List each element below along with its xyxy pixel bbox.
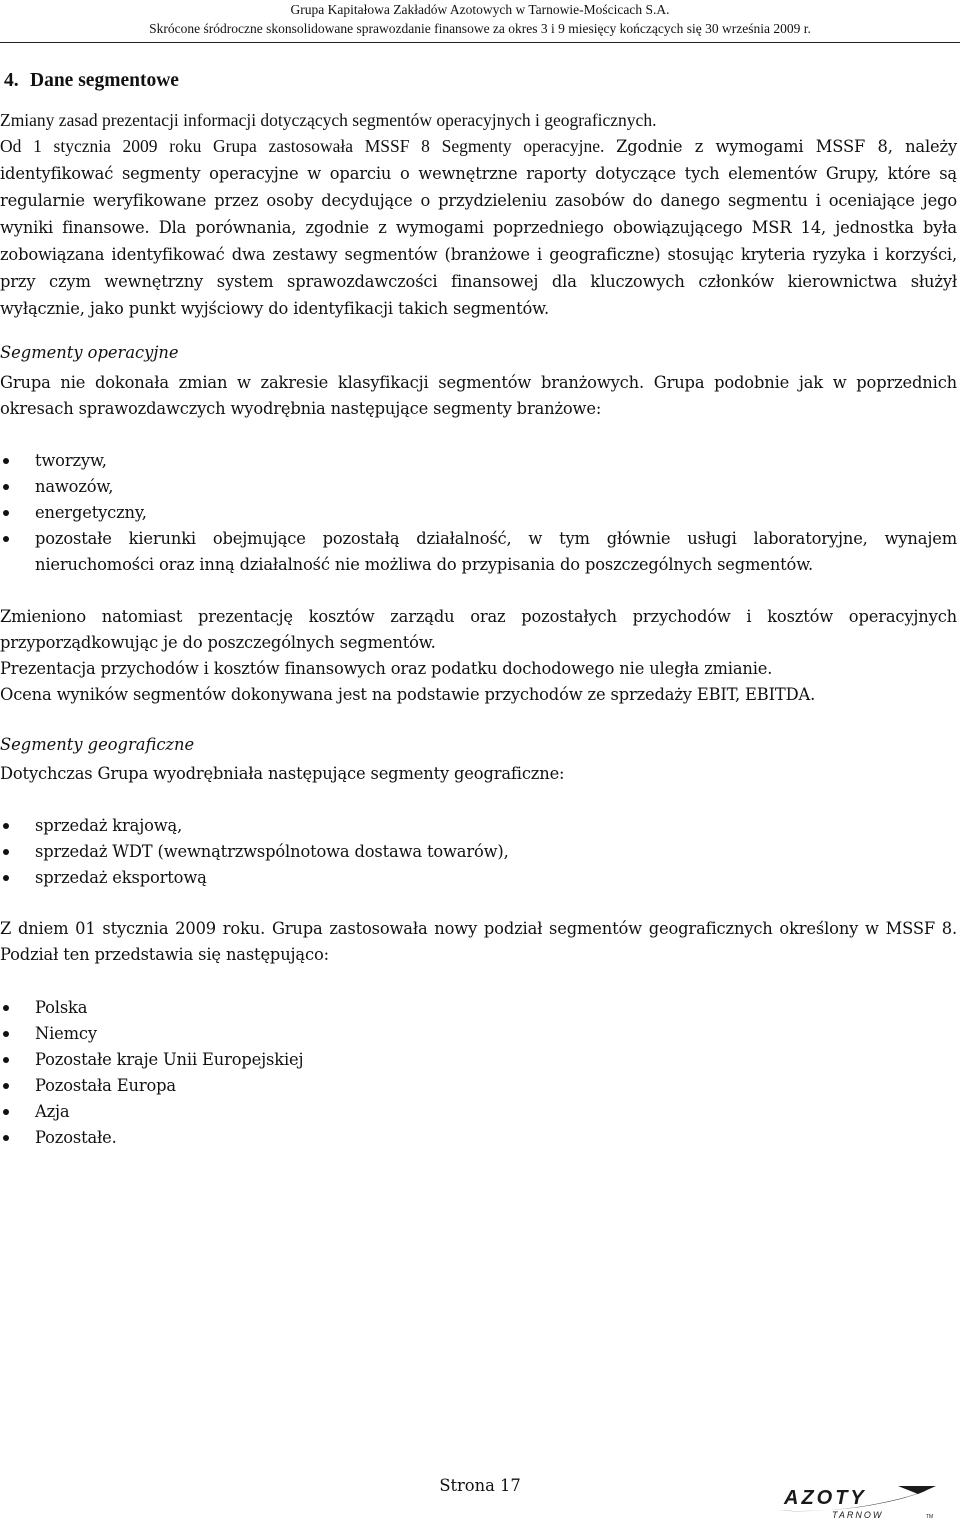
new-geographic-list bbox=[0, 995, 957, 1151]
operating-paragraph: Grupa nie dokonała zmian w zakresie klasyfikacji segmentów branżowych. Grupa podobnie jak w poprzednich okresach sprawozdawczych wyodrębnia następujące segmenty branżowe: bbox=[0, 373, 957, 418]
list-item: Azja bbox=[0, 1099, 957, 1125]
logo-sub-text: TARNOW bbox=[832, 1510, 884, 1520]
list-item: Niemcy bbox=[0, 1021, 957, 1047]
intro-line-1: Zmiany zasad prezentacji informacji dotyczących segmentów operacyjnych i geograficznych. bbox=[0, 110, 657, 130]
bullet-icon bbox=[3, 484, 9, 490]
list-item: energetyczny, bbox=[0, 500, 957, 526]
list-item: sprzedaż WDT (wewnątrzwspólnotowa dostawa towarów), bbox=[0, 839, 957, 865]
new-geographic-paragraph: Z dniem 01 stycznia 2009 roku. Grupa zastosowała nowy podział segmentów geograficznych określony w MSSF 8. Podział ten przedstawia się następująco: bbox=[0, 919, 957, 964]
list-item: Polska bbox=[0, 995, 957, 1021]
bullet-icon bbox=[3, 1083, 9, 1089]
bullet-icon bbox=[3, 536, 9, 542]
bullet-icon bbox=[3, 458, 9, 464]
operating-paragraph-block bbox=[0, 370, 957, 422]
bullet-icon bbox=[3, 1135, 9, 1141]
evaluation-paragraph: Ocena wyników segmentów dokonywana jest na podstawie przychodów ze sprzedaży EBIT, EBITDA. bbox=[0, 685, 816, 704]
section-heading bbox=[0, 68, 179, 94]
intro-mssf-details: Zgodnie z wymogami MSSF 8, należy identyfikować segmenty operacyjne w oparciu o wewnętrzne raporty dotyczące tych elementów Grupy, które są regularnie weryfikowane przez osoby decydujące o przydzieleniu zasobów do danego segmentu i oceniające jego wyniki finansowe. Dla porównania, zgodnie z wymogami poprzedniego obowiązującego MSR 14, jednostka była zobowiązana identyfikować dwa zestawy segmentów (branżowe i geograficzne) stosując kryteria ryzyka i korzyści, przy czym wewnętrzny system sprawozdawczości finansowej dla kluczowych członków kierownictwa służył wyłącznie, jako punkt wyjściowy do identyfikacji takich segmentów. bbox=[0, 137, 957, 318]
list-item: nawozów, bbox=[0, 474, 957, 500]
bullet-icon bbox=[3, 1109, 9, 1115]
logo-main-text: AZOTY bbox=[784, 1487, 867, 1509]
list-item: sprzedaż krajową, bbox=[0, 813, 957, 839]
unchanged-paragraph: Prezentacja przychodów i kosztów finansowych oraz podatku dochodowego nie uległa zmianie. bbox=[0, 659, 773, 678]
geographic-segments-heading: Segmenty geograficzne bbox=[0, 735, 195, 754]
bullet-icon bbox=[3, 849, 9, 855]
intro-paragraph bbox=[0, 133, 957, 322]
operating-segments-heading: Segmenty operacyjne bbox=[0, 343, 179, 362]
change-paragraph: Zmieniono natomiast prezentację kosztów zarządu oraz pozostałych przychodów i kosztów operacyjnych przyporządkowując je do poszczególnych segmentów. bbox=[0, 607, 957, 652]
page-header bbox=[0, 0, 960, 39]
bullet-icon bbox=[3, 823, 9, 829]
geographic-paragraph: Dotychczas Grupa wyodrębniała następujące segmenty geograficzne: bbox=[0, 764, 565, 783]
logo-arrow bbox=[898, 1486, 936, 1494]
section-title: Dane segmentowe bbox=[30, 70, 179, 91]
bullet-icon bbox=[3, 510, 9, 516]
operating-changes-block bbox=[0, 604, 957, 708]
list-item: tworzyw, bbox=[0, 448, 957, 474]
bullet-icon bbox=[3, 1031, 9, 1037]
logo-tm-text: TM bbox=[926, 1514, 934, 1520]
list-item: pozostałe kierunki obejmujące pozostałą działalność, w tym głównie usługi laboratoryjne, wynajem nieruchomości oraz inną działalność nie możliwa do przypisania do poszczególnych segmentów. bbox=[0, 526, 957, 578]
new-geographic-block bbox=[0, 916, 957, 968]
report-title: Skrócone śródroczne skonsolidowane sprawozdanie finansowe za okres 3 i 9 miesięcy kończących się 30 września 2009 r. bbox=[149, 21, 811, 36]
list-item: Pozostałe. bbox=[0, 1125, 957, 1151]
operating-segments-list bbox=[0, 448, 957, 578]
company-name: Grupa Kapitałowa Zakładów Azotowych w Tarnowie-Mościcach S.A. bbox=[290, 2, 670, 17]
list-item: sprzedaż eksportową bbox=[0, 865, 957, 891]
bullet-icon bbox=[3, 1057, 9, 1063]
intro-mssf-sentence: Od 1 stycznia 2009 roku Grupa zastosowała MSSF 8 Segmenty operacyjne. bbox=[0, 136, 605, 156]
page-number: Strona 17 bbox=[439, 1476, 521, 1495]
header-divider bbox=[0, 42, 960, 43]
geographic-paragraph-block bbox=[0, 761, 957, 787]
azoty-tarnow-logo bbox=[768, 1484, 940, 1520]
section-number: 4. bbox=[4, 70, 19, 91]
intro-block bbox=[0, 107, 957, 322]
list-item: Pozostałe kraje Unii Europejskiej bbox=[0, 1047, 957, 1073]
old-geographic-list bbox=[0, 813, 957, 891]
bullet-icon bbox=[3, 875, 9, 881]
list-item: Pozostała Europa bbox=[0, 1073, 957, 1099]
bullet-icon bbox=[3, 1005, 9, 1011]
